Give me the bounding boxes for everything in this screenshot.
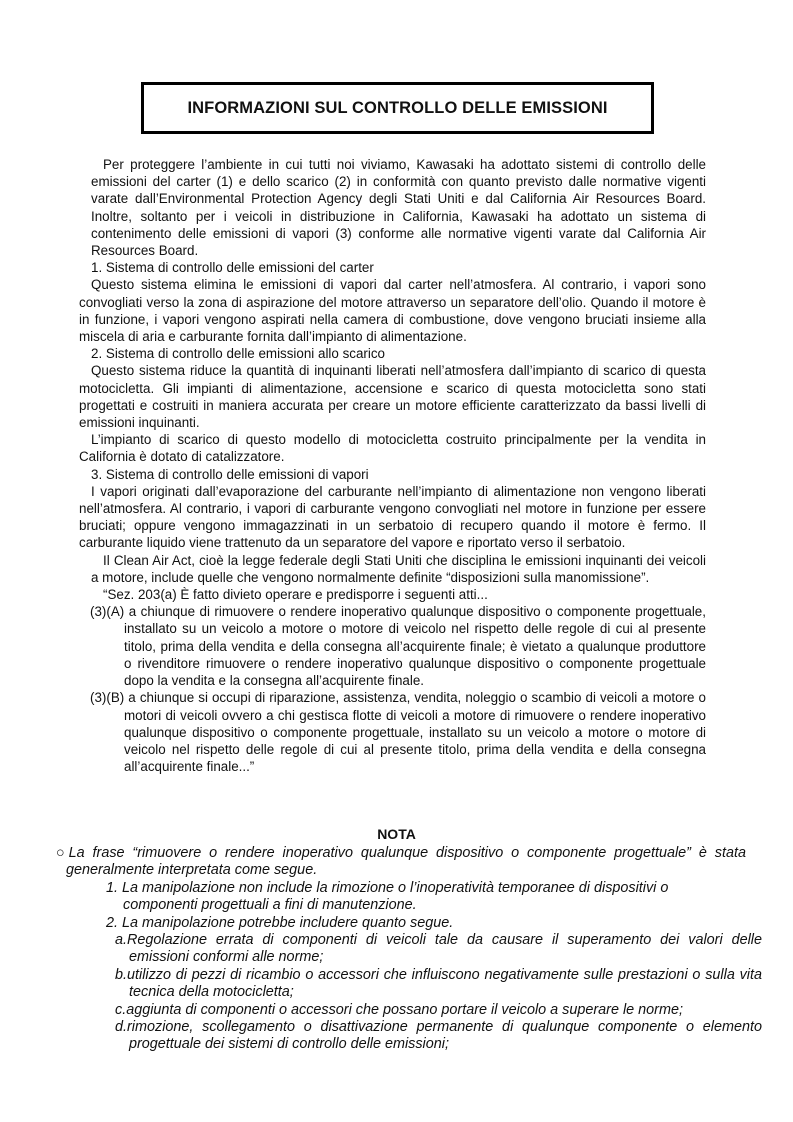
circle-bullet-icon: ○ bbox=[56, 845, 69, 861]
clause-label: (3)(A) bbox=[90, 604, 125, 620]
nota-subpoint bbox=[56, 1019, 762, 1054]
nota-section bbox=[56, 845, 762, 1054]
nota-subpoint-text: aggiunta di componenti o accessori che possano portare il veicolo a superare le norme; bbox=[126, 1001, 683, 1018]
page-title: INFORMAZIONI SUL CONTROLLO DELLE EMISSIONI bbox=[141, 82, 654, 134]
nota-title: NOTA bbox=[377, 826, 416, 842]
nota-point-text: La manipolazione potrebbe includere quanto segue. bbox=[122, 914, 454, 931]
clause-text: a chiunque di rimuovere o rendere inoperativo qualunque dispositivo o componente progettuale, installato su un veicolo a motore o motore di veicolo nel rispetto delle regole di cui al presente titolo, prima della vendita e della consegna all’acquirente finale; è vietato a qualunque produttore o rivenditore rimuovere o rendere inoperativo qualunque dispositivo o componente progettuale dopo la vendita e la consegna all’acquirente finale. bbox=[124, 604, 706, 689]
nota-lead bbox=[56, 845, 746, 880]
nota-subpoint-text: Regolazione errata di componenti di veicoli tale da causare il superamento dei valori delle emissioni conformi alle norme; bbox=[127, 932, 762, 966]
nota-point bbox=[56, 880, 743, 915]
nota-point bbox=[56, 915, 743, 932]
section-heading: 3. Sistema di controllo delle emissioni di vapori bbox=[91, 466, 369, 482]
intro-paragraph: Per proteggere l’ambiente in cui tutti noi viviamo, Kawasaki ha adottato sistemi di controllo delle emissioni del carter (1) e dello scarico (2) in conformità con quanto previsto dalle normative vigenti varate dall’Environmental Protection Agency degli Stati Uniti e dal California Air Resources Board. Inoltre, soltanto per i veicoli in distribuzione in California, Kawasaki ha adottato un sistema di contenimento delle emissioni di vapori (3) conforme alle normative vigenti varate dal California Air Resources Board. bbox=[91, 157, 706, 259]
nota-subpoint-text: rimozione, scollegamento o disattivazione permanente di qualunque componente o elemento progettuale dei sistemi di controllo delle emissioni; bbox=[127, 1019, 762, 1053]
document-body bbox=[79, 156, 706, 775]
clause-label: (3)(B) bbox=[90, 690, 125, 706]
nota-subpoint-label: a. bbox=[115, 932, 128, 949]
nota-lead-text: La frase “rimuovere o rendere inoperativo qualunque dispositivo o componente progettuale” è stata generalmente interpretata come segue. bbox=[66, 845, 746, 879]
nota-point-num: 1. bbox=[106, 879, 119, 896]
nota-subpoint-label: c. bbox=[115, 1001, 127, 1018]
clean-air-paragraph: Il Clean Air Act, cioè la legge federale degli Stati Uniti che disciplina le emissioni inquinanti dei veicoli a motore, include quelle che vengono normalmente definite “disposizioni sulla manomissione”. bbox=[91, 552, 706, 585]
clause-b bbox=[79, 689, 706, 775]
section-paragraph: I vapori originati dall’evaporazione del carburante nell’impianto di alimentazione non vengono liberati nell’atmosfera. Al contrario, i vapori di carburante vengono convogliati nel motore in funzione per essere bruciati; oppure vengono immagazzinati in un serbatoio di recupero quando il motore è fermo. Il carburante liquido viene trattenuto da un separatore del vapore e riportato verso il serbatoio. bbox=[79, 483, 706, 551]
section-paragraph: Questo sistema elimina le emissioni di vapori dal carter nell’atmosfera. Al contrario, i vapori sono convogliati verso la zona di aspirazione del motore attraverso un separatore dell’olio. Quando il motore è in funzione, i vapori vengono aspirati nella camera di combustione, dove vengono bruciati insieme alla miscela di aria e carburante fornita dall’impianto di alimentazione. bbox=[79, 277, 706, 345]
section-heading: 2. Sistema di controllo delle emissioni allo scarico bbox=[91, 346, 385, 362]
nota-subpoint-text: utilizzo di pezzi di ricambio o accessori che influiscono negativamente sulle prestazioni o sulla vita tecnica della motocicletta; bbox=[127, 966, 762, 1001]
nota-subpoint bbox=[56, 932, 762, 967]
nota-point-num: 2. bbox=[106, 914, 119, 931]
nota-point-text: La manipolazione non include la rimozione o l’inoperatività temporanee di dispositivi o componenti progettuali a fini di manutenzione. bbox=[122, 879, 669, 914]
section-heading: 1. Sistema di controllo delle emissioni del carter bbox=[91, 260, 374, 276]
nota-subpoint bbox=[56, 1002, 762, 1019]
section-quote: “Sez. 203(a) È fatto divieto operare e predisporre i seguenti atti... bbox=[103, 587, 488, 603]
section-paragraph: Questo sistema riduce la quantità di inquinanti liberati nell’atmosfera dall’impianto di scarico di questa motocicletta. Gli impianti di alimentazione, accensione e scarico di questa motocicletta sono stati progettati e costruiti in maniera accurata per creare un motore efficiente caratterizzato da bassi livelli di emissioni inquinanti. bbox=[79, 363, 706, 431]
section-paragraph: L’impianto di scarico di questo modello di motocicletta costruito principalmente per la vendita in California è dotato di catalizzatore. bbox=[79, 432, 706, 465]
nota-subpoint bbox=[56, 967, 762, 1002]
clause-text: a chiunque si occupi di riparazione, assistenza, vendita, noleggio o scambio di veicoli a motore o motori di veicoli ovvero a chi gestisca flotte di veicoli a motore di rimuovere o rendere inoperativo qualunque dispositivo o componente progettuale, installato su un veicolo a motore o motore di veicolo nel rispetto delle regole di cui al presente titolo, prima della vendita e della consegna all’acquirente finale...” bbox=[124, 690, 706, 775]
clause-a bbox=[79, 603, 706, 689]
nota-subpoint-label: d. bbox=[115, 1019, 128, 1036]
nota-subpoint-label: b. bbox=[115, 966, 128, 983]
